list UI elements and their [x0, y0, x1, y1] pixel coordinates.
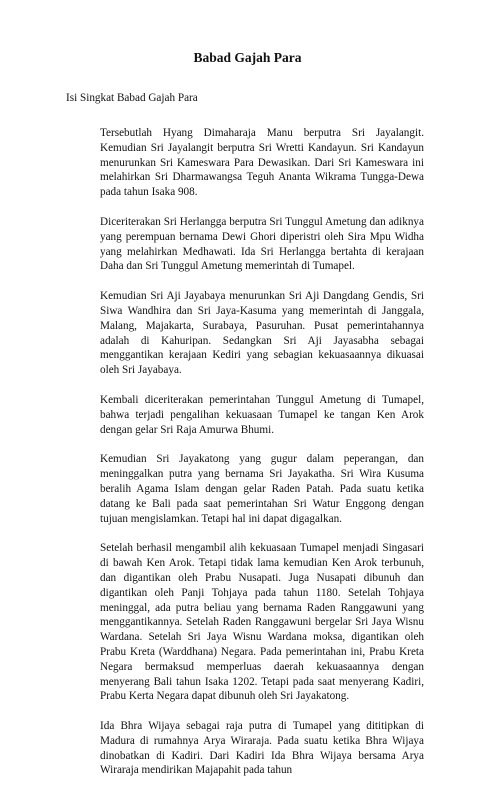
document-body [100, 126, 424, 793]
document-title: Babad Gajah Para [193, 50, 302, 65]
paragraph: Kemudian Sri Jayakatong yang gugur dalam peperangan, dan meninggalkan putra yang bernama Sri Jayakatha. Sri Wira Kusuma beralih Agama Islam dengan gelar Raden Patah. Pada suatu ketika datang ke Bali pada saat pemerintahan Sri Watur Enggong dengan tujuan mengislamkan. Tetapi hal ini dapat digagalkan. [100, 453, 424, 525]
paragraph: Ida Bhra Wijaya sebagai raja putra di Tumapel yang dititipkan di Madura di rumahnya Arya Wiraraja. Pada suatu ketika Bhra Wijaya dinobatkan di Kadiri. Dari Kadiri Ida Bhra Wijaya bersama Arya Wiraraja mendirikan Majapahit pada tahun [100, 720, 424, 777]
paragraph: Diceriterakan Sri Herlangga berputra Sri Tunggul Ametung dan adiknya yang perempuan bernama Dewi Ghori diperistri oleh Sira Mpu Widha yang melahirkan Medhawati. Ida Sri Herlangga bertahta di kerajaan Daha dan Sri Tunggul Ametung memerintah di Tumapel. [100, 215, 424, 273]
paragraph: Kemudian Sri Aji Jayabaya menurunkan Sri Aji Dangdang Gendis, Sri Siwa Wandhira dan Sri Jaya-Kasuma yang memerintah di Janggala, Malang, Majakarta, Surabaya, Pasuruhan. Pusat pemerintahannya adalah di Kahuripan. Sedangkan Sri Aji Jayasabha sebagai menggantikan kerajaan Kediri yang sebagian kekuasaannya dikuasai oleh Sri Jayabaya. [100, 290, 424, 377]
paragraph: Setelah berhasil mengambil alih kekuasaan Tumapel menjadi Singasari di bawah Ken Arok. Tetapi tidak lama kemudian Ken Arok terbunuh, dan digantikan oleh Prabu Nusapati. Juga Nusapati dibunuh dan digantikan oleh Panji Tohjaya pada tahun 1180. Setelah Tohjaya meninggal, ada putra beliau yang bernama Raden Ranggawuni yang menggantikannya. Setelah Raden Ranggawuni bergelar Sri Jaya Wisnu Wardana. Setelah Sri Jaya Wisnu Wardana moksa, digantikan oleh Prabu Kreta (Warddhana) Negara. Pada pemerintahan ini, Prabu Kreta Negara bermaksud memperluas daerah kekuasaannya dengan menyerang Bali tahun Isaka 1202. Tetapi pada saat menyerang Kadiri, Prabu Kerta Negara dapat dibunuh oleh Sri Jayakatong. [100, 542, 424, 703]
paragraph: Tersebutlah Hyang Dimaharaja Manu berputra Sri Jayalangit. Kemudian Sri Jayalangit berputra Sri Wretti Kandayun. Sri Kandayun menurunkan Sri Kameswara Para Dewasikan. Dari Sri Kameswara ini melahirkan Sri Dharmawangsa Teguh Ananta Wikrama Tungga-Dewa pada tahun Isaka 908. [100, 127, 424, 199]
paragraph: Kembali diceriterakan pemerintahan Tunggul Ametung di Tumapel, bahwa terjadi pengalihan kekuasaan Tumapel ke tangan Ken Arok dengan gelar Sri Raja Amurwa Bhumi. [100, 393, 424, 436]
section-heading: Isi Singkat Babad Gajah Para [66, 92, 198, 104]
